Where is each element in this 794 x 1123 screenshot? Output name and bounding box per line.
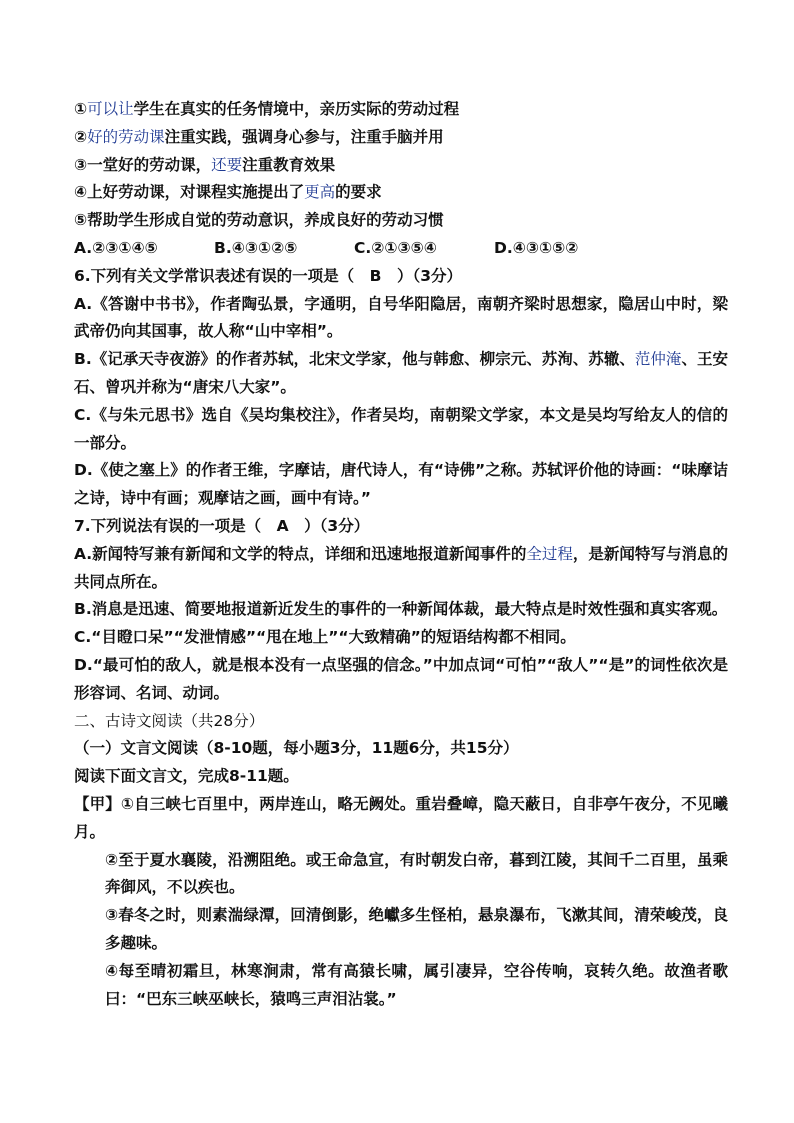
q7-option-a-text-end: ，是新闻特写与消息的共同点所在。 [74,544,728,591]
item-2-number: ② [74,127,88,146]
passage-paragraph-4: ④每至晴初霜旦，林寒涧肃，常有高猿长啸，属引凄异，空谷传响，哀转久绝。故渔者歌曰：“巴东三峡巫峡长，猿鸣三声泪沾裳。” [105,961,728,1008]
reading-instruction: 阅读下面文言文，完成8-11题。 [74,767,299,786]
passage-paragraph-2: ②至于夏水襄陵，沿溯阻绝。或王命急宣，有时朝发白帝，暮到江陵，其间千二百里，虽乘奔御风，不以疾也。 [105,850,728,897]
section-2-title: 二、古诗文阅读（共28分） [74,711,265,730]
item-1-highlight: 可以让 [87,100,134,118]
item-4-text-start: ④上好劳动课，对课程实施提出了 [74,183,305,202]
q6-option-b-text-start: B.《记承天寺夜游》的作者苏轼，北宋文学家，他与韩愈、柳宗元、苏洵、苏辙、 [74,350,635,369]
section-2-subtitle: （一）文言文阅读（8-10题，每小题3分，11题6分，共15分） [74,739,519,758]
q7-option-d: D.“最可怕的敌人，就是根本没有一点坚强的信念。”中加点词“可怕”“敌人”“是”的词性依次是形容词、名词、动词。 [74,655,728,702]
ordering-item-1 [74,96,728,124]
q5-option-c: C.②①③⑤④ [354,238,437,257]
q6-option-d: D.《使之塞上》的作者王维，字摩诘，唐代诗人，有“诗佛”之称。苏轼评价他的诗画：“味摩诘之诗，诗中有画；观摩诘之画，画中有诗。” [74,461,728,508]
q6-option-c: C.《与朱元思书》选自《吴均集校注》，作者吴均，南朝梁文学家，本文是吴均写给友人的信的一部分。 [74,405,728,452]
q5-option-a: A.②③①④⑤ [74,238,158,257]
q7-option-b: B.消息是迅速、简要地报道新近发生的事件的一种新闻体裁，最大特点是时效性强和真实客观。 [74,600,728,619]
document-page [74,96,728,1013]
q7-option-a-highlight: 全过程 [526,544,573,563]
q7-option-c: C.“目瞪口呆”“发泄情感”“甩在地上”“大致精确”的短语结构都不相同。 [74,628,576,647]
item-2-highlight: 好的劳动课 [87,127,165,146]
ordering-item-3 [74,152,728,180]
item-3-text-end: 注重教育效果 [242,155,336,174]
ordering-item-4 [74,179,728,207]
item-3-highlight: 还要 [211,155,243,174]
q7-stem: 7.下列说法有误的一项是（ A ）（3分） [74,516,370,535]
item-2-text: 注重实践，强调身心参与，注重手脑并用 [164,127,444,146]
item-1-text: 学生在真实的任务情境中，亲历实际的劳动过程 [133,100,460,118]
item-4-highlight: 更高 [304,183,336,202]
q6-option-b-text-end: 、王安石、曾巩并称为“唐宋八大家”。 [74,350,728,396]
ordering-item-2 [74,124,728,152]
q5-option-b: B.④③①②⑤ [214,238,298,257]
q6-option-a: A.《答谢中书书》，作者陶弘景，字通明，自号华阳隐居，南朝齐梁时思想家，隐居山中时，梁武帝仍向其国事，故人称“山中宰相”。 [74,294,728,341]
passage-paragraph-1: 【甲】①自三峡七百里中，两岸连山，略无阙处。重岩叠嶂，隐天蔽日，自非亭午夜分，不见曦月。 [74,794,728,841]
q5-options [74,235,728,263]
item-4-text-end: 的要求 [335,183,382,202]
item-1-number: ① [74,100,88,118]
q5-option-d: D.④③①⑤② [494,238,579,257]
q6-option-b-highlight: 范仲淹 [634,350,682,369]
q7-option-a [74,541,728,597]
item-3-text-start: ③一堂好的劳动课， [74,155,212,174]
q6-stem: 6.下列有关文学常识表述有误的一项是（ B ）（3分） [74,266,463,285]
passage-paragraph-3: ③春冬之时，则素湍绿潭，回清倒影，绝巘多生怪柏，悬泉瀑布，飞漱其间，清荣峻茂，良多趣味。 [105,906,728,952]
ordering-item-5: ⑤帮助学生形成自觉的劳动意识，养成良好的劳动习惯 [74,211,444,230]
q7-option-a-text-start: A.新闻特写兼有新闻和文学的特点，详细和迅速地报道新闻事件的 [74,544,527,563]
q6-option-b [74,346,728,402]
